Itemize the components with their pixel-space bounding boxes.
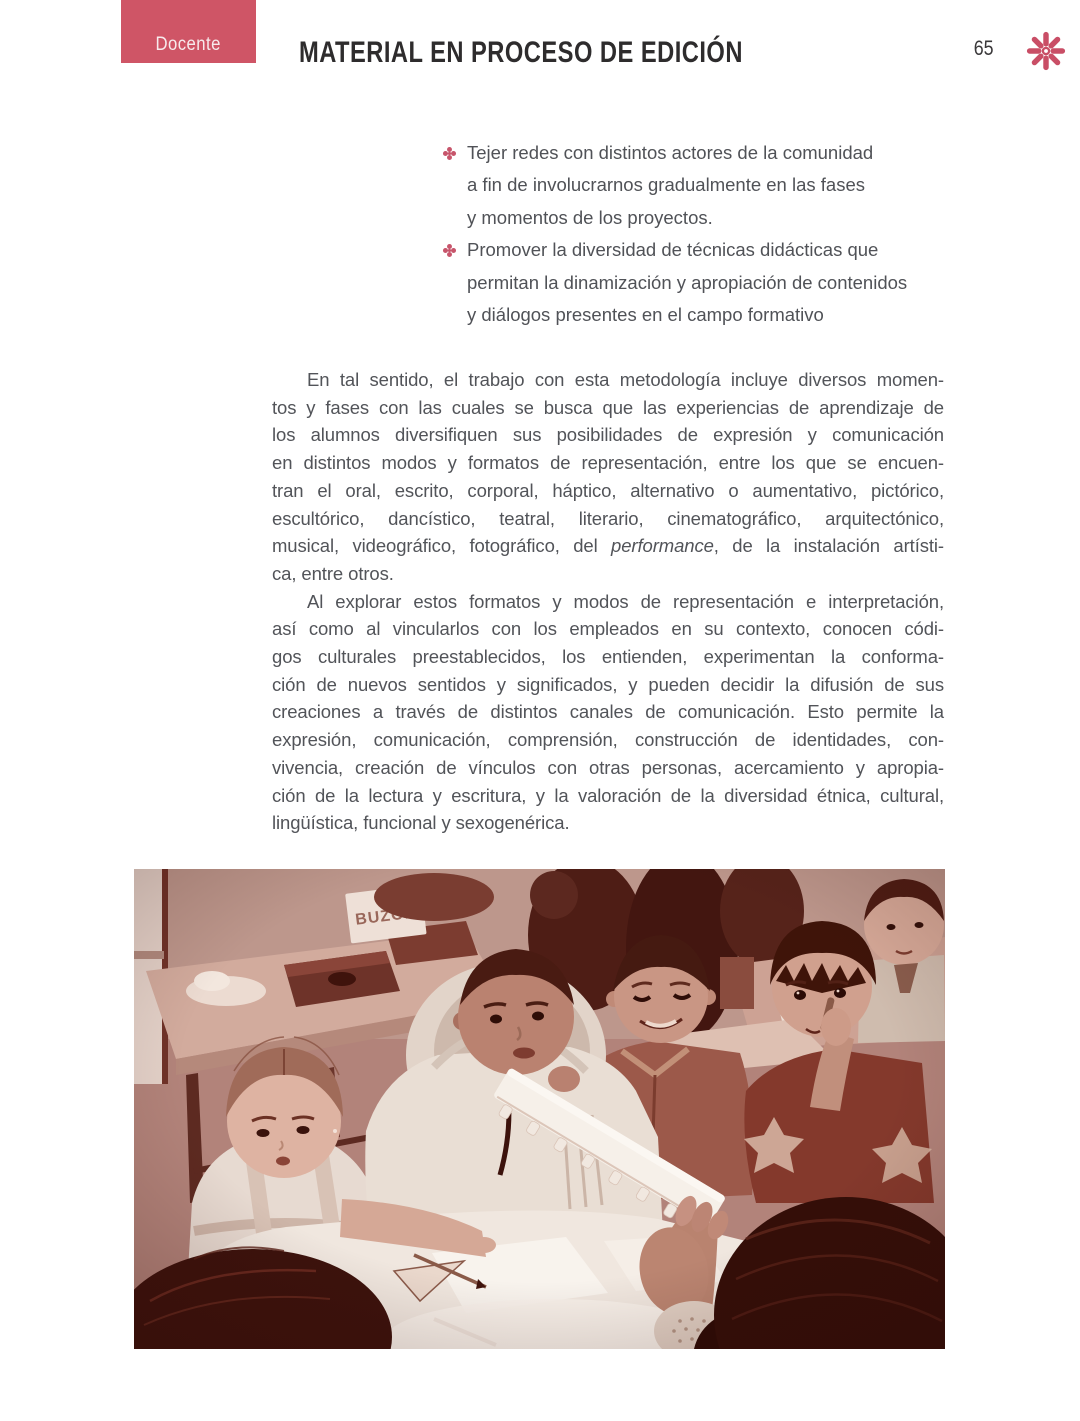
text-line: así como al vincularlos con los empleados en su contexto, conocen códi-	[272, 618, 944, 640]
text-line	[272, 532, 944, 560]
flower-asterisk-icon	[1026, 31, 1066, 71]
text-line: En tal sentido, el trabajo con esta metodología incluye diversos momen-	[307, 369, 944, 390]
list-item	[442, 234, 942, 331]
text-line: permitan la dinamización y apropiación de contenidos	[467, 271, 908, 293]
text-line: tran el oral, escrito, corporal, háptico, alternativo o aumentativo, pictórico,	[272, 479, 944, 501]
text-line: ción de la lectura y escritura, y la valoración de la diversidad étnica, cultural,	[272, 784, 944, 806]
text-line: Al explorar estos formatos y modos de representación e interpretación,	[307, 590, 944, 612]
text-line: los alumnos diversifiquen sus posibilidades de expresión y comunicación	[272, 424, 944, 446]
clover-asterisk-icon	[442, 243, 457, 258]
clover-asterisk-icon	[442, 146, 457, 161]
edition-tab-label: Docente	[155, 34, 222, 55]
text-line: ca, entre otros.	[272, 562, 394, 584]
text-line: vivencia, creación de vínculos con otras personas, acercamiento y apropia-	[272, 756, 944, 778]
paragraph-1	[272, 366, 944, 588]
text-line: a fin de involucrarnos gradualmente en las fases	[467, 174, 865, 196]
text-line: Promover la diversidad de técnicas didácticas que	[467, 239, 879, 261]
classroom-photo	[134, 869, 945, 1349]
text-span: , de la instalación artísti-	[713, 535, 944, 557]
italic-term: performance	[611, 535, 714, 557]
text-line: expresión, comunicación, comprensión, construcción de identidades, con-	[272, 729, 944, 751]
text-line: en distintos modos y formatos de representación, entre los que se encuen-	[272, 452, 944, 474]
text-line: escultórico, dancístico, teatral, literario, cinematográfico, arquitectónico,	[272, 507, 944, 529]
list-item-text	[467, 234, 907, 331]
text-line: y momentos de los proyectos.	[467, 206, 713, 228]
text-span: musical, videográfico, fotográfico, del	[272, 535, 612, 557]
list-item	[442, 137, 942, 234]
text-line: gos culturales preestablecidos, los entienden, experimentan la conforma-	[272, 646, 944, 668]
text-line: ción de nuevos sentidos y significados, y pueden decidir la difusión de sus	[272, 673, 944, 695]
list-item-text	[467, 137, 873, 234]
page-number: 65	[973, 37, 994, 60]
paragraph-2	[272, 588, 944, 837]
edition-tab	[121, 0, 256, 63]
text-line: creaciones a través de distintos canales de comunicación. Esto permite la	[272, 701, 944, 723]
text-line: Tejer redes con distintos actores de la comunidad	[467, 142, 874, 163]
text-line: lingüística, funcional y sexogenérica.	[272, 812, 570, 834]
text-line: tos y fases con las cuales se busca que las experiencias de aprendizaje de	[272, 396, 944, 418]
page-title: MATERIAL EN PROCESO DE EDICIÓN	[299, 36, 743, 69]
body-text	[272, 366, 944, 837]
text-line: y diálogos presentes en el campo formativo	[467, 304, 824, 326]
bullet-list	[442, 137, 942, 331]
